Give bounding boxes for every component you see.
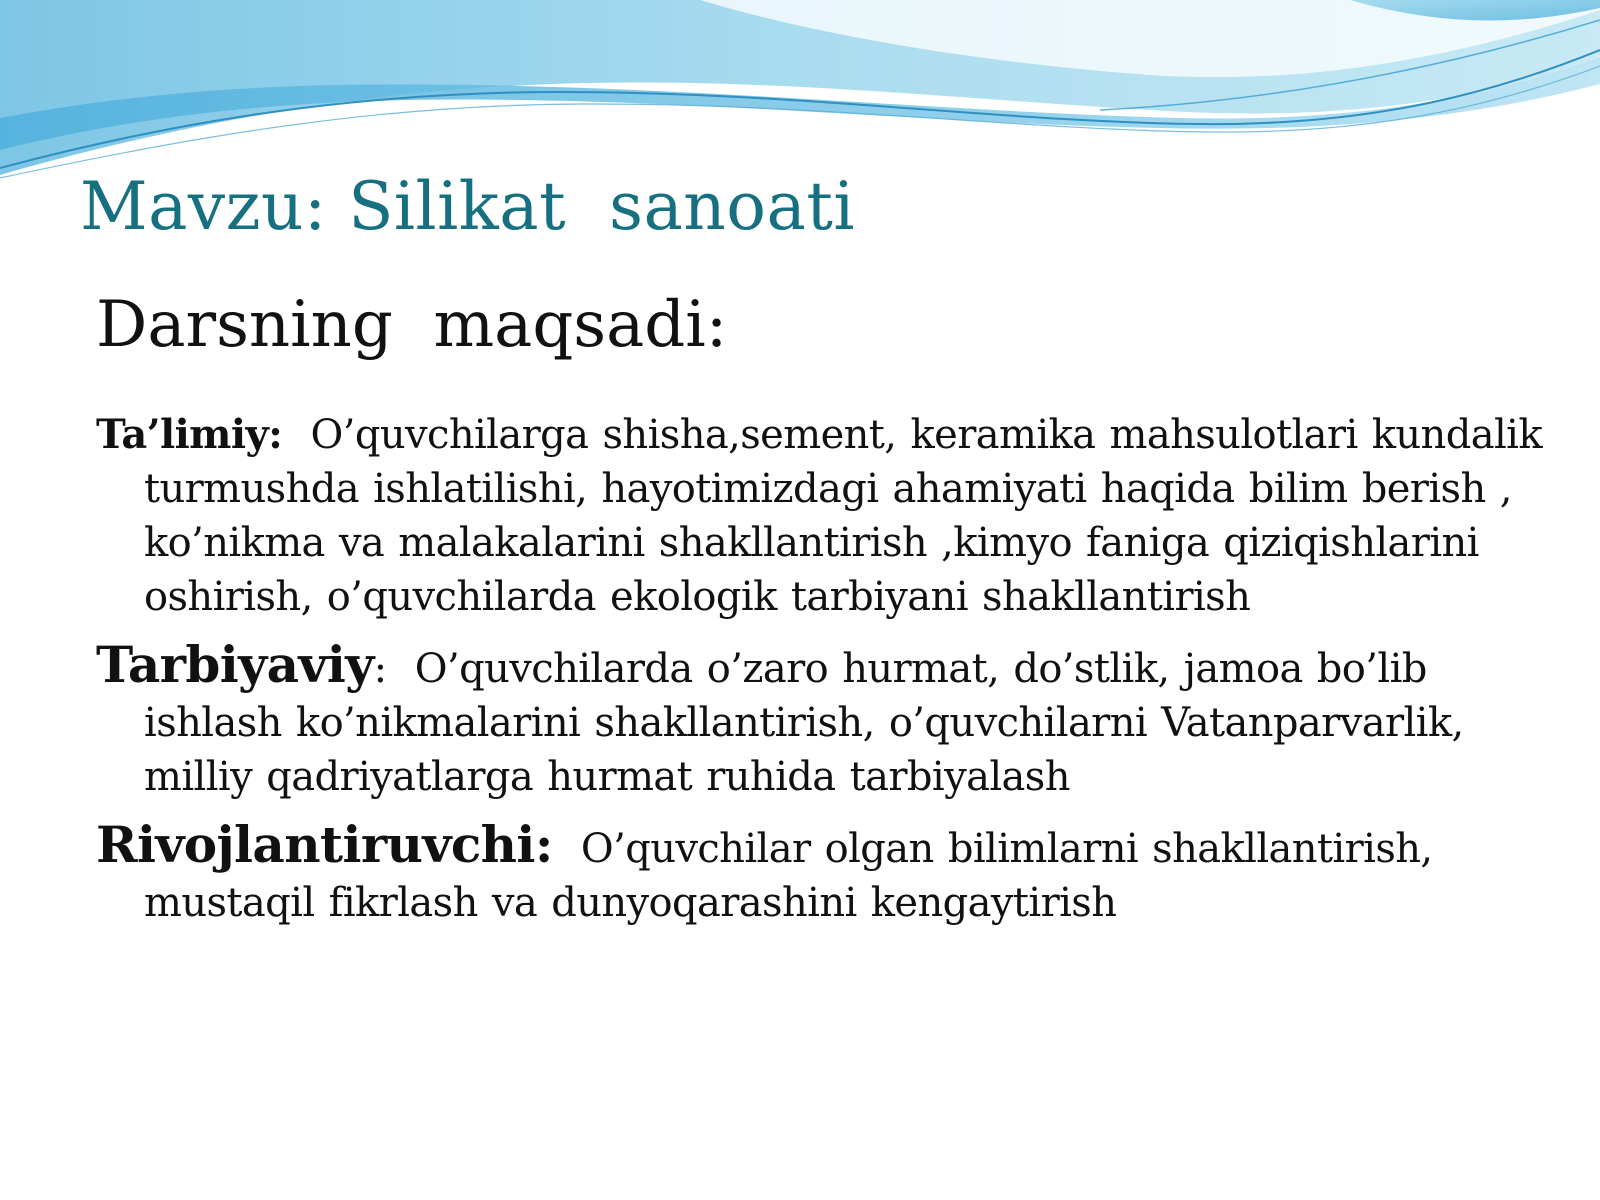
slide-title: Mavzu: Silikat sanoati (80, 168, 856, 245)
objective-label-colon: : (373, 646, 387, 692)
objective-label: Tarbiyaviy (96, 635, 374, 694)
objective-label: Ta’limiy: (96, 411, 283, 458)
objective-text: O’quvchilarga shisha,sement, keramika mahsulotlari kundalik turmushda ishlatilishi, hayotimizdagi ahamiyati haqida bilim berish , ko’nikma va malakalarini shakllantirish ,kimyo faniga qiziqishlarini oshirish, o’quvchilarda ekologik tarbiyani shakllantirish (144, 412, 1542, 620)
objective-developmental (96, 815, 1556, 930)
objective-educational (96, 408, 1556, 624)
objective-text: O’quvchilarda o’zaro hurmat, do’stlik, jamoa bo’lib ishlash ko’nikmalarini shakllantirish, o’quvchilarni Vatanparvarlik, milliy qadriyatlarga hurmat ruhida tarbiyalash (144, 646, 1464, 800)
objective-upbringing (96, 635, 1556, 804)
slide-subtitle: Darsning maqsadi: (96, 288, 728, 362)
objective-label: Rivojlantiruvchi: (96, 815, 553, 874)
objective-text: O’quvchilar olgan bilimlarni shakllantirish, mustaqil fikrlash va dunyoqarashini kengaytirish (144, 826, 1433, 926)
objectives-list (96, 408, 1556, 944)
